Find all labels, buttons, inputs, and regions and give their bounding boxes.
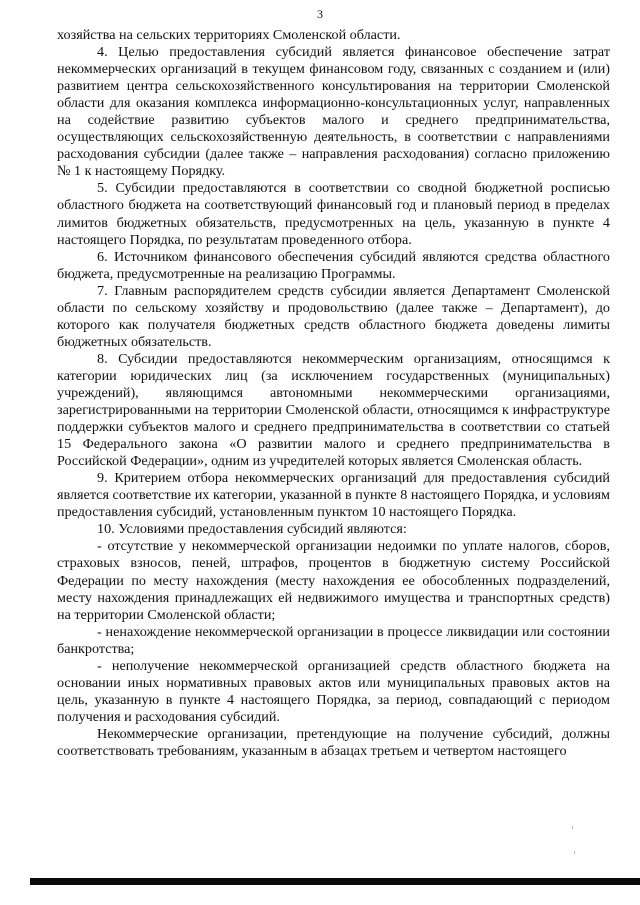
- paragraph-item-10-heading: 10. Условиями предоставления субсидий являются:: [97, 521, 407, 538]
- scan-edge-bar: [30, 878, 640, 885]
- paragraph-item-7: 7. Главным распорядителем средств субсидии является Департамент Смоленской области по сельскому хозяйству и продовольствию (далее также – Департамент), до которого как получателя бюджетных средств областного бюджета доведены лимиты бюджетных обязательств.: [57, 282, 610, 350]
- paragraph-item-5: 5. Субсидии предоставляются в соответствии со сводной бюджетной росписью областного бюджета на соответствующий финансовый год и плановый период в пределах лимитов бюджетных обязательств, предусмотренных на цель, указанную в пункте 4 настоящего Порядка, по результатам проведенного отбора.: [57, 180, 610, 248]
- scan-speck: [572, 826, 573, 829]
- paragraph-item-6: 6. Источником финансового обеспечения субсидий являются средства областного бюджета, предусмотренные на реализацию Программы.: [57, 248, 610, 282]
- paragraph-requirements: Некоммерческие организации, претендующие на получение субсидий, должны соответствовать требованиям, указанным в абзацах третьем и четвертом настоящего: [57, 725, 610, 759]
- document-body: [57, 27, 610, 760]
- condition-no-liquidation: - ненахождение некоммерческой организации в процессе ликвидации или состоянии банкротства;: [57, 623, 610, 657]
- condition-no-arrears: - отсутствие у некоммерческой организации недоимки по уплате налогов, сборов, страховых взносов, пеней, штрафов, процентов в бюджетную систему Российской Федерации по месту нахождения (месту нахождения ее обособленных подразделений, месту нахождения принадлежащих ей недвижимого имущества и транспортных средств) на территории Смоленской области;: [57, 538, 610, 623]
- paragraph-item-9: 9. Критерием отбора некоммерческих организаций для предоставления субсидий является соответствие их категории, указанной в пункте 8 настоящего Порядка, и условиям предоставления субсидий, установленным пунктом 10 настоящего Порядка.: [57, 470, 610, 521]
- paragraph-item-8: 8. Субсидии предоставляются некоммерческим организациям, относящимся к категории юридических лиц (за исключением государственных (муниципальных) учреждений), являющимся автономными некоммерческими организациями, зарегистрированными на территории Смоленской области, относящимся к инфраструктуре поддержки субъектов малого и среднего предпринимательства в соответствии со статьей 15 Федерального закона «О развитии малого и среднего предпринимательства в Российской Федерации», одним из учредителей которых является Смоленская область.: [57, 350, 610, 470]
- paragraph-continuation: хозяйства на сельских территориях Смоленской области.: [57, 27, 401, 43]
- condition-no-other-funding: - неполучение некоммерческой организацией средств областного бюджета на основании иных нормативных правовых актов или муниципальных правовых актов на цель, указанную в пункте 4 настоящего Порядка, за период, совпадающий с периодом получения и расходования субсидий.: [57, 657, 610, 725]
- page-number: 3: [317, 7, 323, 21]
- paragraph-item-4: 4. Целью предоставления субсидий является финансовое обеспечение затрат некоммерческих организаций в текущем финансовом году, связанных с созданием и (или) развитием центра сельскохозяйственного консультирования на территории Смоленской области для оказания комплекса информационно-консультационных услуг, направленных на содействие развитию субъектов малого и среднего предпринимательства, осуществляющих сельскохозяйственную деятельность, в соответствии с направлениями расходования субсидии (далее также – направления расходования) согласно приложению № 1 к настоящему Порядку.: [57, 44, 610, 180]
- scan-speck: [574, 851, 575, 854]
